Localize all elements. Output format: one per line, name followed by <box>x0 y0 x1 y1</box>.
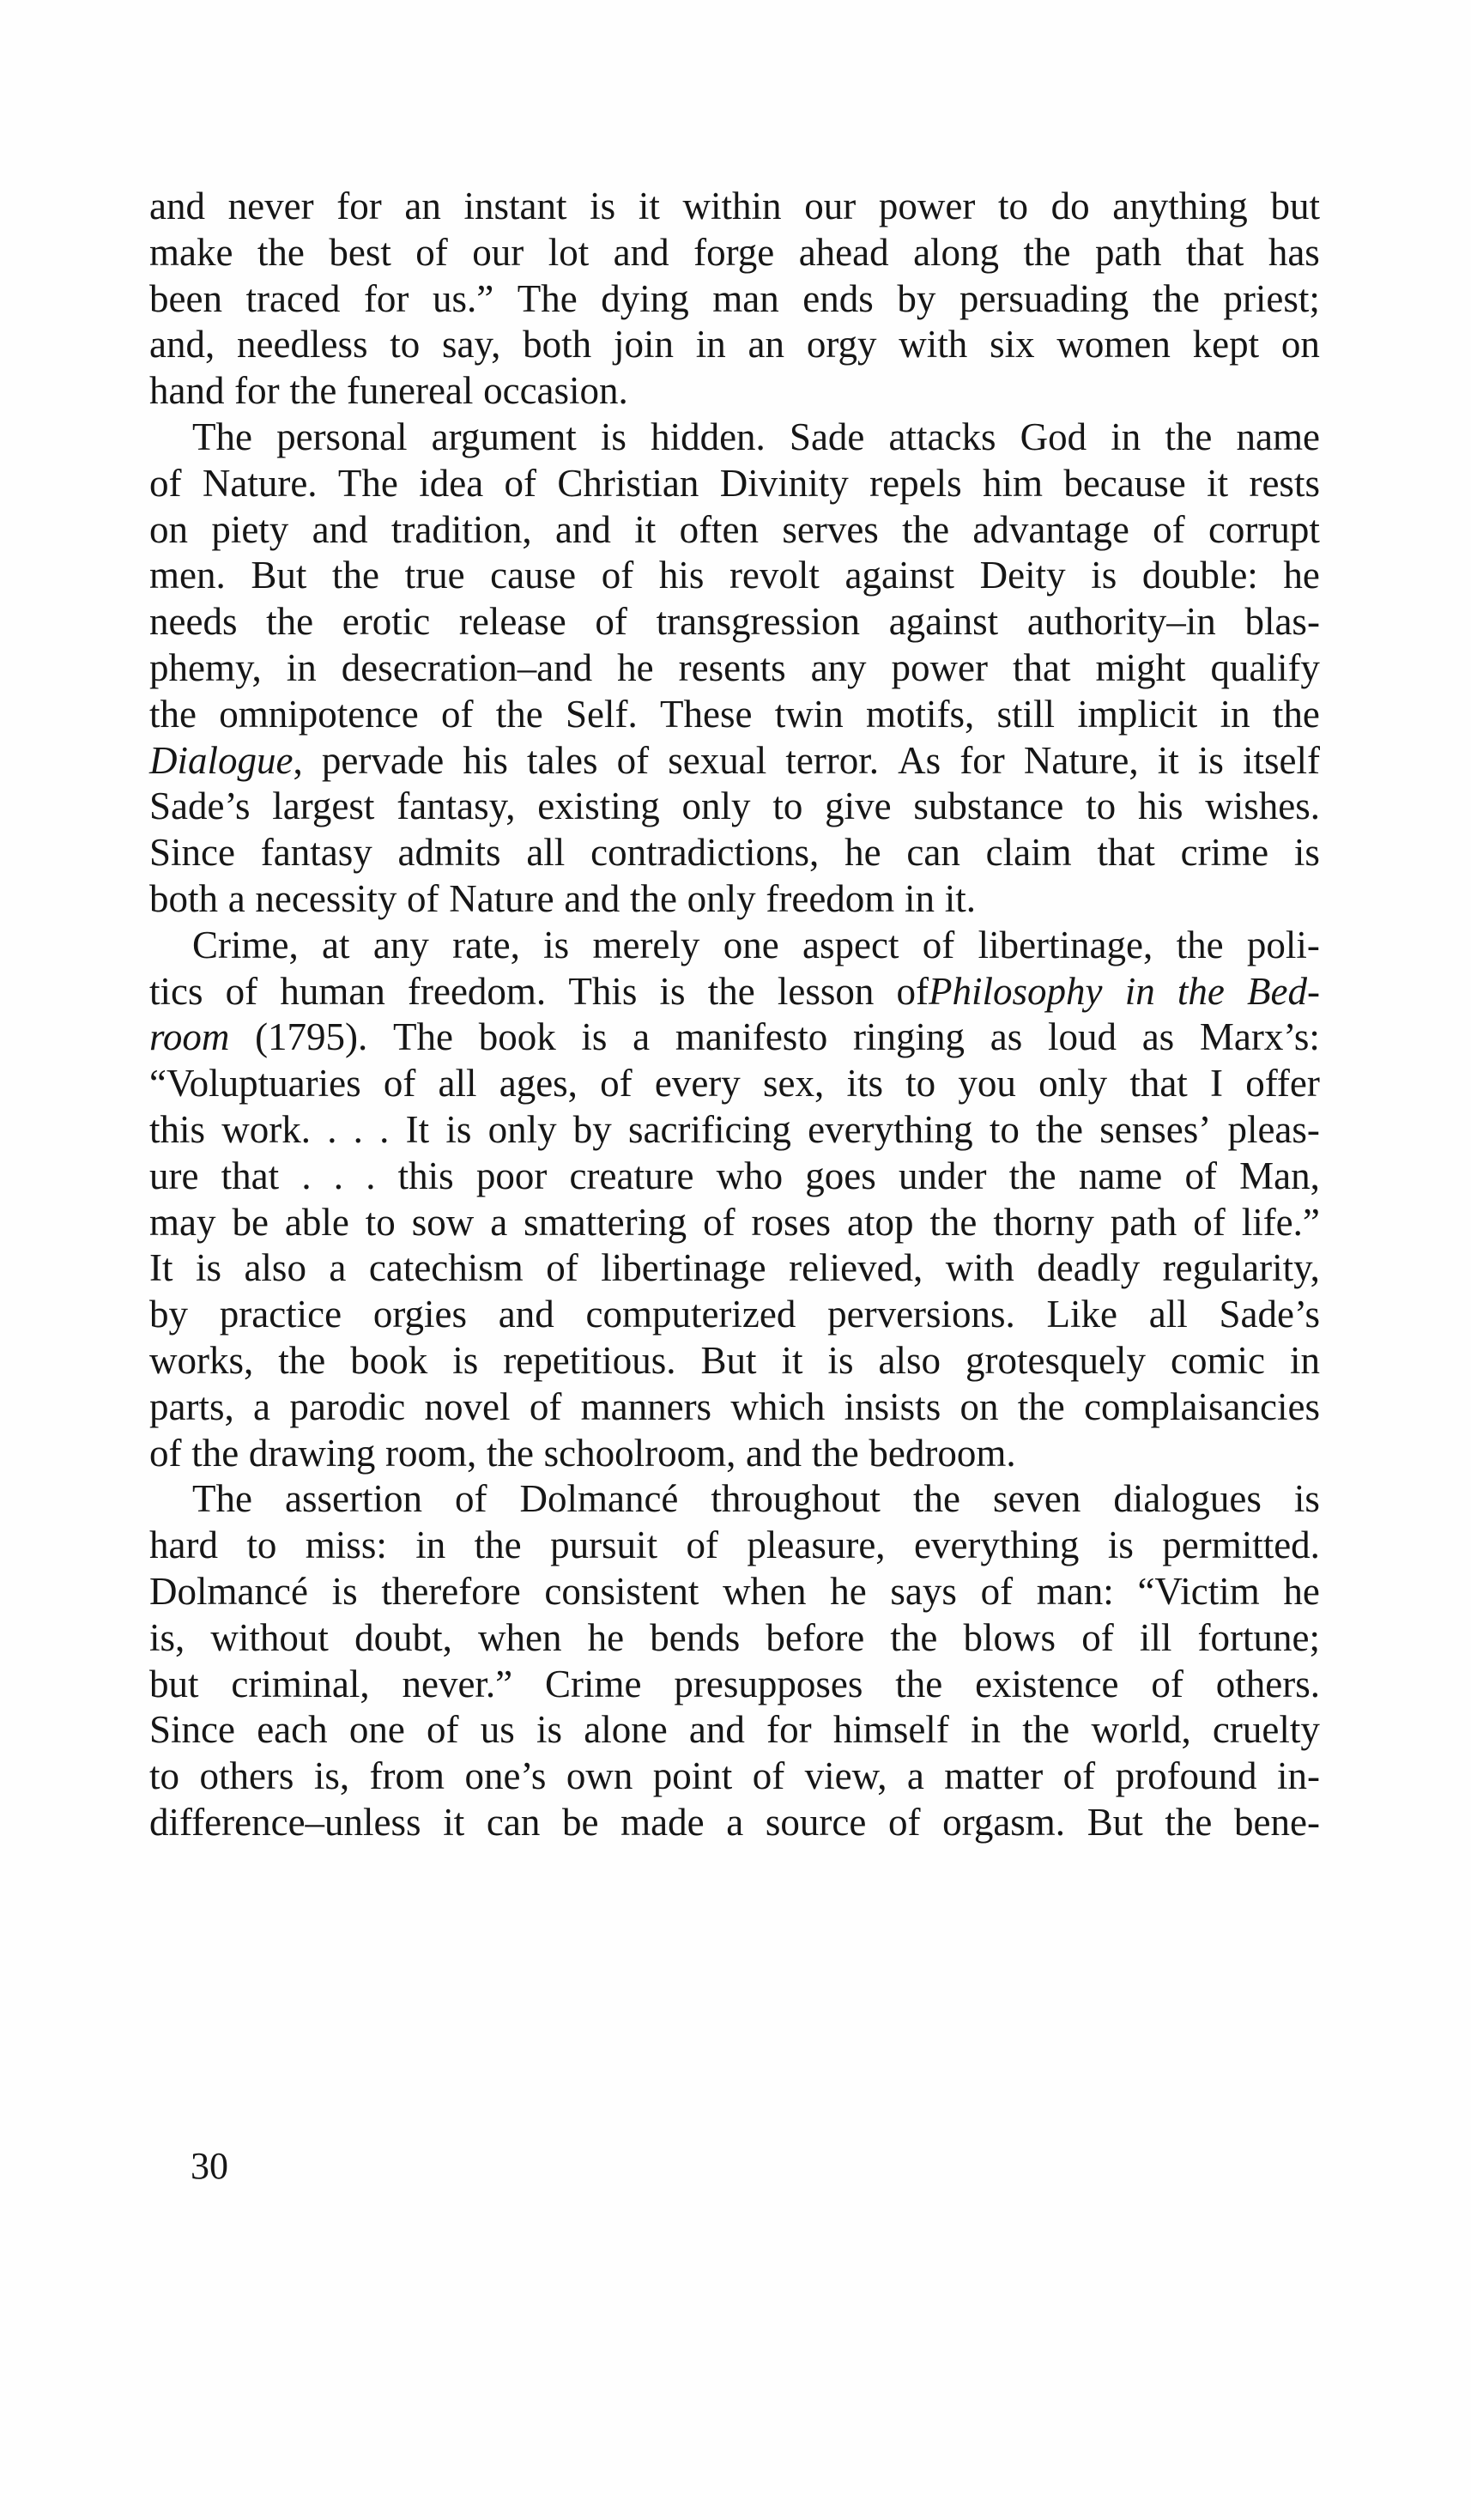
text-line: hard to miss: in the pursuit of pleasure, everything is permitted. <box>149 1524 1320 1567</box>
text-line: Dolmancé is therefore consistent when he says of man: “Victim he <box>149 1569 1320 1613</box>
text-line: phemy, in desecration–and he resents any power that might qualify <box>149 645 1320 689</box>
text-line: hand for the funereal occasion. <box>149 369 628 413</box>
text-line: tics of human freedom. This is the lesson ofPhilosophy in the Bed- <box>149 969 1320 1013</box>
text-line: this work. . . . It is only by sacrificing everything to the senses’ pleas- <box>149 1107 1320 1151</box>
text-line: room (1795). The book is a manifesto ringing as loud as Marx’s: <box>149 1015 1320 1059</box>
text-line: to others is, from one’s own point of view, a matter of profound in- <box>149 1754 1320 1798</box>
text-line: and, needless to say, both join in an orgy with six women kept on <box>149 323 1320 366</box>
text-line: ure that . . . this poor creature who goes under the name of Man, <box>149 1154 1320 1197</box>
text-line: difference–unless it can be made a source of orgasm. But the bene- <box>149 1800 1320 1844</box>
text-line: both a necessity of Nature and the only freedom in it. <box>149 876 976 920</box>
text-line: needs the erotic release of transgression against authority–in blas- <box>149 600 1320 644</box>
text-line: and never for an instant is it within our power to do anything but <box>149 185 1320 227</box>
text-line: the omnipotence of the Self. These twin motifs, still implicit in the <box>149 692 1320 736</box>
text-line: been traced for us.” The dying man ends by persuading the priest; <box>149 276 1320 320</box>
text-line: Sade’s largest fantasy, existing only to give substance to his wishes. <box>149 784 1320 828</box>
text-line: may be able to sow a smattering of roses atop the thorny path of life.” <box>149 1200 1320 1244</box>
text-line: is, without doubt, when he bends before the blows of ill fortune; <box>149 1615 1320 1659</box>
text-line: Since each one of us is alone and for himself in the world, cruelty <box>149 1708 1320 1752</box>
text-line: “Voluptuaries of all ages, of every sex, its to you only that I offer <box>149 1062 1320 1106</box>
text-line: make the best of our lot and forge ahead along the path that has <box>149 230 1320 274</box>
text-line: of the drawing room, the schoolroom, and the bedroom. <box>149 1431 1016 1475</box>
text-line: Since fantasy admits all contradictions, he can claim that crime is <box>149 831 1320 875</box>
page-number: 30 <box>191 2145 228 2187</box>
text-line: The assertion of Dolmancé throughout the seven dialogues is <box>192 1477 1320 1521</box>
text-line: men. But the true cause of his revolt against Deity is double: he <box>149 554 1320 597</box>
text-line: of Nature. The idea of Christian Divinity repels him because it rests <box>149 461 1320 505</box>
text-line: It is also a catechism of libertinage relieved, with deadly regularity, <box>149 1246 1320 1290</box>
text-line: parts, a parodic novel of manners which insists on the complaisancies <box>149 1384 1320 1428</box>
text-line: Crime, at any rate, is merely one aspect of libertinage, the poli- <box>192 923 1320 966</box>
text-line: works, the book is repetitious. But it is also grotesquely comic in <box>149 1338 1320 1382</box>
text-line: by practice orgies and computerized perversions. Like all Sade’s <box>149 1293 1320 1336</box>
text-line: Dialogue, pervade his tales of sexual terror. As for Nature, it is itself <box>149 738 1320 782</box>
text-line: The personal argument is hidden. Sade attacks God in the name <box>192 415 1320 458</box>
text-line: on piety and tradition, and it often serves the advantage of corrupt <box>149 507 1320 551</box>
text-line: but criminal, never.” Crime presupposes the existence of others. <box>149 1662 1320 1705</box>
body-text <box>149 184 1320 1846</box>
